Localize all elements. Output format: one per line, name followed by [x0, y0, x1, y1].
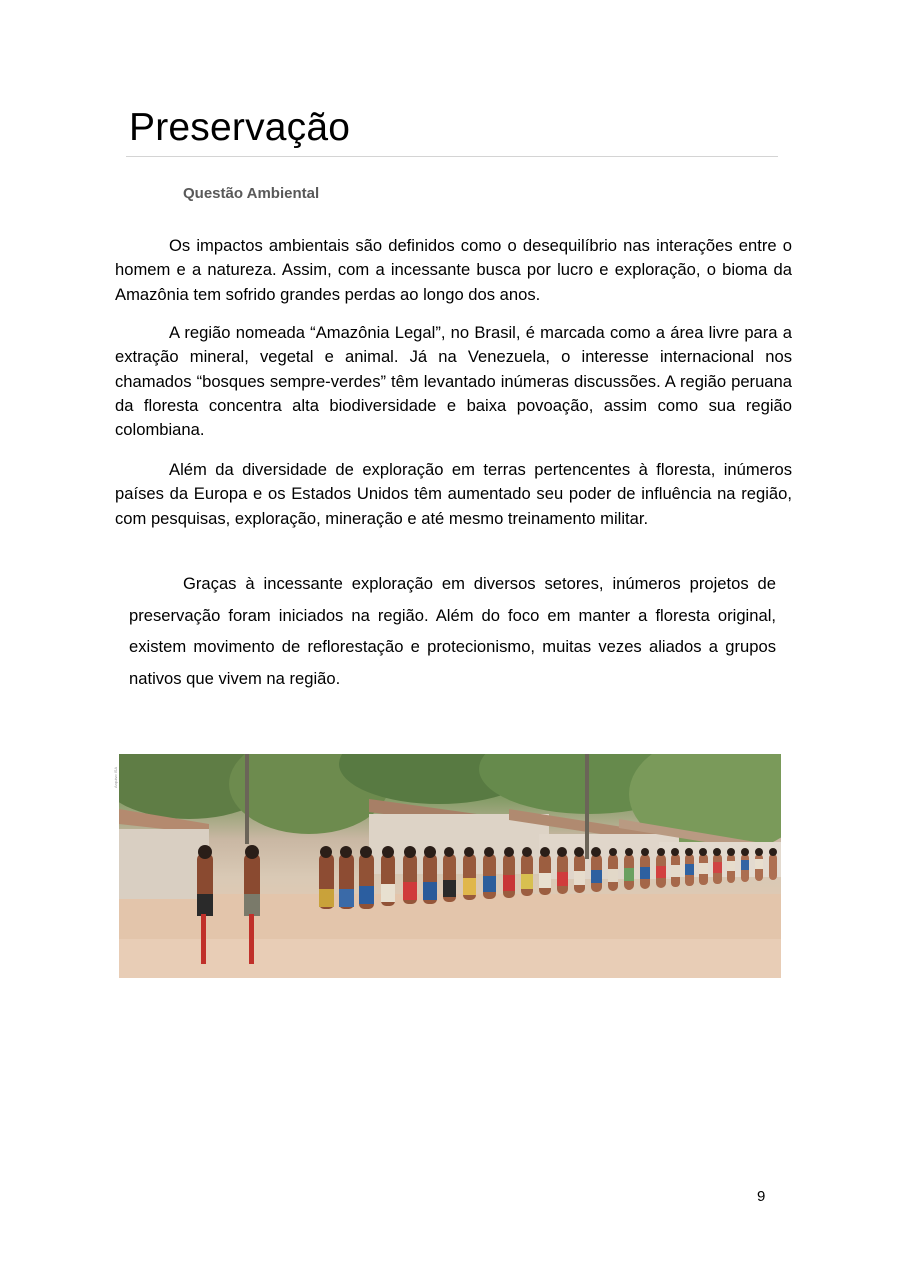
page-title: Preservação — [129, 106, 351, 149]
title-divider — [126, 156, 778, 157]
page-number: 9 — [757, 1188, 766, 1205]
paragraph-text: A região nomeada “Amazônia Legal”, no Brasil, é marcada como a área livre para a extração mineral, vegetal e animal. Já na Venezuela, o interesse internacional nos chamados “bosques sempre-verdes” têm levantado inúmeras discussões. A região peruana da floresta concentra alta biodiversidade e baixa povoação, assim como sua região colombiana. — [115, 323, 792, 440]
paragraph-4 — [129, 568, 776, 694]
photo-credit: Arquivo ISA — [113, 766, 118, 788]
photo-illustration — [119, 754, 781, 978]
paragraph-text: Além da diversidade de exploração em terras pertencentes à floresta, inúmeros países da Europa e os Estados Unidos têm aumentado seu poder de influência na região, com pesquisas, exploração, mineração e até mesmo treinamento militar. — [115, 460, 792, 528]
paragraph-2 — [115, 321, 792, 442]
paragraph-text: Os impactos ambientais são definidos como o desequilíbrio nas interações entre o homem e a natureza. Assim, com a incessante busca por lucro e exploração, o bioma da Amazônia tem sofrido grandes perdas ao longo dos anos. — [115, 236, 792, 304]
section-subtitle: Questão Ambiental — [183, 185, 320, 202]
paragraph-text: Graças à incessante exploração em diversos setores, inúmeros projetos de preservação foram iniciados na região. Além do foco em manter a floresta original, existem movimento de reflorestação e protecionismo, muitas vezes aliados a grupos nativos que vivem na região. — [129, 574, 776, 688]
indigenous-dance-photo — [119, 754, 781, 978]
paragraph-3 — [115, 458, 792, 531]
paragraph-1 — [115, 234, 792, 307]
